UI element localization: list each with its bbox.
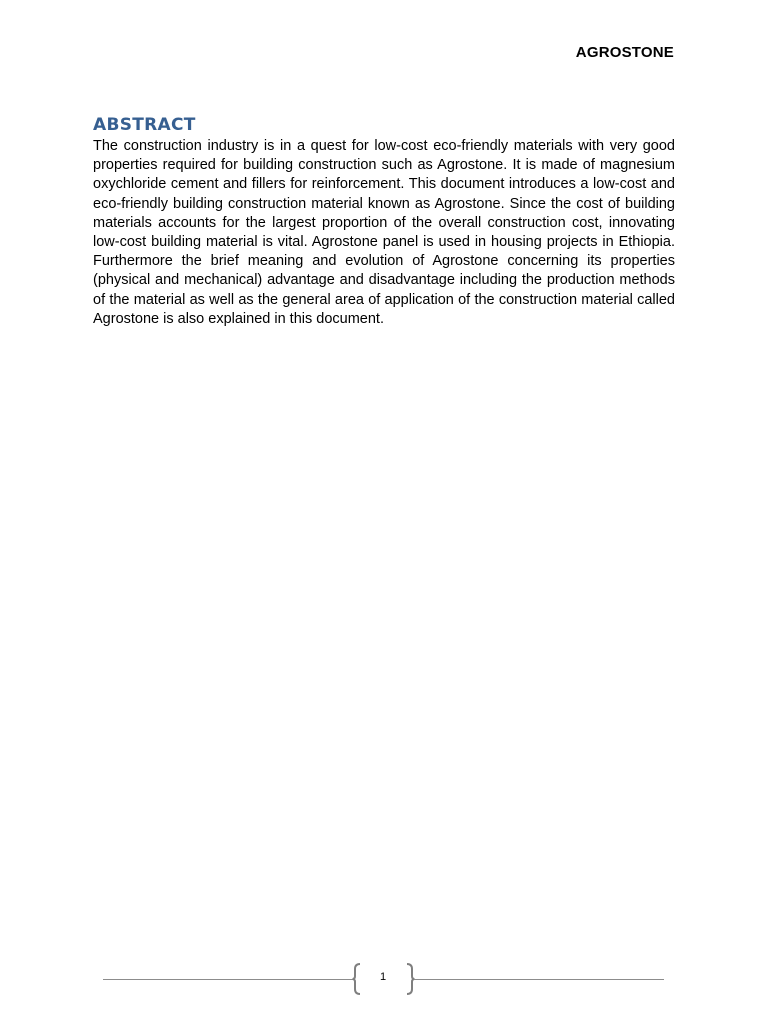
footer-rule-left	[103, 979, 353, 980]
page-footer	[103, 963, 664, 995]
page-number: 1	[379, 971, 387, 983]
left-brace-icon	[352, 963, 362, 995]
abstract-paragraph: The construction industry is in a quest for low-cost eco-friendly materials with very good properties required for building construction such as Agrostone. It is made of magnesium oxychloride cement and fillers for reinforcement. This document introduces a low-cost and eco-friendly building construction material known as Agrostone. Since the cost of building materials accounts for the largest proportion of the overall construction cost, innovating low-cost building material is vital. Agrostone panel is used in housing projects in Ethiopia. Furthermore the brief meaning and evolution of Agrostone concerning its properties (physical and mechanical) advantage and disadvantage including the production methods of the material as well as the general area of application of the construction material called Agrostone is also explained in this document.	[93, 138, 675, 327]
footer-rule-right	[414, 979, 664, 980]
abstract-heading: ABSTRACT	[93, 115, 196, 135]
running-header-title: AGROSTONE	[575, 44, 674, 61]
